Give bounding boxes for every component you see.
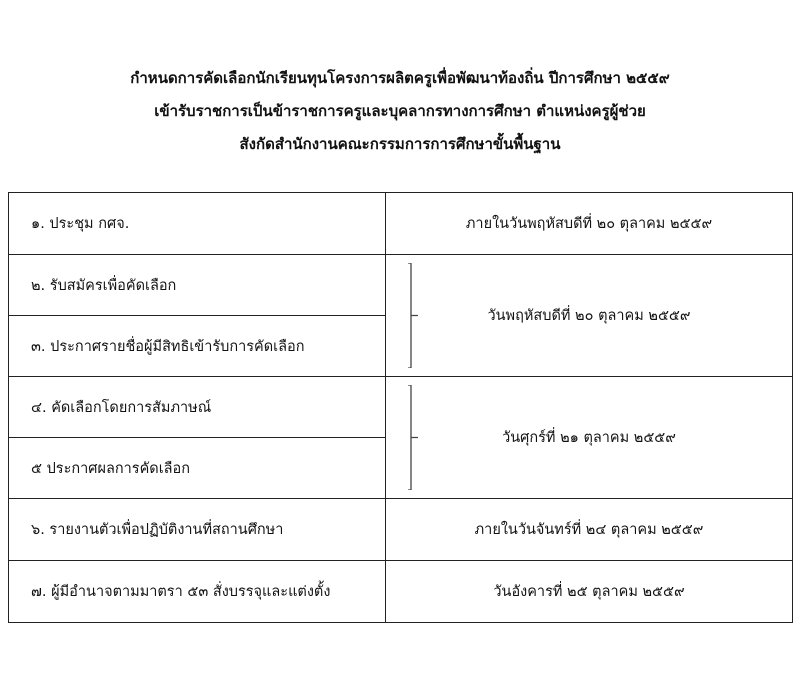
table-row <box>9 561 793 623</box>
step-cell: ๕ ประกาศผลการคัดเลือก <box>9 438 386 499</box>
date-cell: ภายในวันจันทร์ที่ ๒๔ ตุลาคม ๒๕๕๙ <box>386 499 793 561</box>
step-cell: ๑. ประชุม กศจ. <box>9 193 386 255</box>
header-title-line-3: สังกัดสำนักงานคณะกรรมการการศึกษาขั้นพื้นฐาน <box>239 135 561 153</box>
table-row <box>9 255 793 316</box>
brace-icon <box>408 263 418 368</box>
header-title-line-1: กำหนดการคัดเลือกนักเรียนทุนโครงการผลิตครูเพื่อพัฒนาท้องถิ่น ปีการศึกษา ๒๕๕๙ <box>130 69 670 87</box>
document-header <box>0 62 800 161</box>
date-cell-merged <box>386 377 793 499</box>
step-cell: ๓. ประกาศรายชื่อผู้มีสิทธิเข้ารับการคัดเลือก <box>9 316 386 377</box>
date-cell: วันอังคารที่ ๒๕ ตุลาคม ๒๕๕๙ <box>386 561 793 623</box>
step-cell: ๒. รับสมัครเพื่อคัดเลือก <box>9 255 386 316</box>
brace-icon <box>408 385 418 490</box>
date-cell-merged <box>386 255 793 377</box>
schedule-table <box>8 192 793 623</box>
step-cell: ๔. คัดเลือกโดยการสัมภาษณ์ <box>9 377 386 438</box>
table-row <box>9 499 793 561</box>
date-text: วันพฤหัสบดีที่ ๒๐ ตุลาคม ๒๕๕๙ <box>487 308 691 324</box>
table-row <box>9 377 793 438</box>
step-cell: ๖. รายงานตัวเพื่อปฏิบัติงานที่สถานศึกษา <box>9 499 386 561</box>
header-title-line-2: เข้ารับราชการเป็นข้าราชการครูและบุคลากรทางการศึกษา ตำแหน่งครูผู้ช่วย <box>154 102 646 120</box>
step-cell: ๗. ผู้มีอำนาจตามมาตรา ๕๓ สั่งบรรจุและแต่งตั้ง <box>9 561 386 623</box>
table-row <box>9 193 793 255</box>
date-text: วันศุกร์ที่ ๒๑ ตุลาคม ๒๕๕๙ <box>502 430 676 446</box>
date-cell: ภายในวันพฤหัสบดีที่ ๒๐ ตุลาคม ๒๕๕๙ <box>386 193 793 255</box>
